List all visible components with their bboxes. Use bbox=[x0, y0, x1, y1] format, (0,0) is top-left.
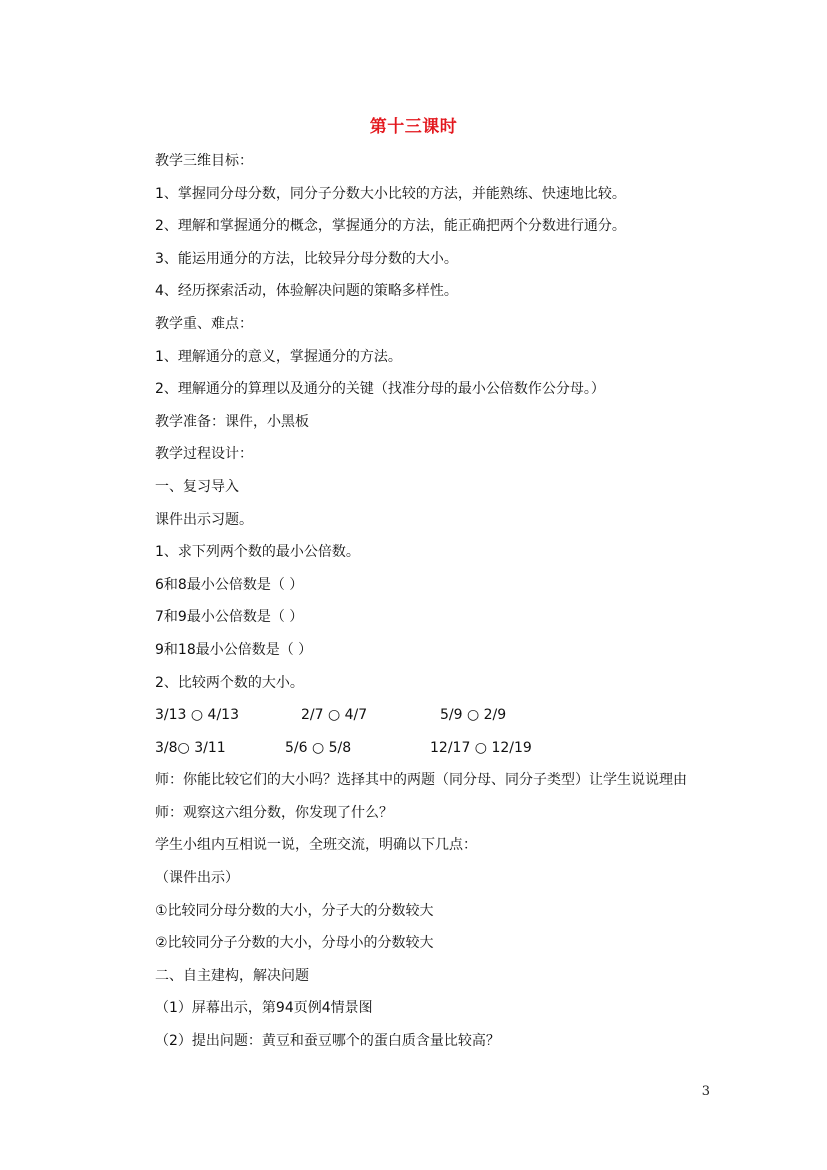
text-line: 1、掌握同分母分数，同分子分数大小比较的方法，并能熟练、快速地比较。 bbox=[155, 185, 626, 202]
page-title: 第十三课时 bbox=[369, 117, 458, 137]
text-line: 二、自主建构，解决问题 bbox=[155, 967, 309, 984]
text-line: 教学三维目标： bbox=[155, 153, 253, 169]
compare-row bbox=[155, 704, 715, 737]
text-line: ①比较同分母分数的大小，分子大的分数较大 bbox=[155, 902, 434, 919]
compare-item: 3/8○ 3/11 bbox=[155, 739, 226, 756]
text-line: 教学重、难点： bbox=[155, 315, 253, 332]
text-line: （1）屏幕出示，第94页例4情景图 bbox=[155, 1000, 373, 1017]
text-line: 6和8最小公倍数是（ ） bbox=[155, 576, 304, 593]
text-line: 4、经历探索活动，体验解决问题的策略多样性。 bbox=[155, 283, 458, 300]
text-line: 2、理解通分的算理以及通分的关键（找准分母的最小公倍数作公分母。） bbox=[155, 381, 605, 398]
page-number: 3 bbox=[701, 1084, 710, 1099]
text-line: （课件出示） bbox=[155, 870, 239, 887]
text-line: 教学准备：课件，小黑板 bbox=[155, 413, 309, 430]
compare-item: 5/9 ○ 2/9 bbox=[440, 707, 507, 724]
text-line: 1、理解通分的意义，掌握通分的方法。 bbox=[155, 348, 402, 365]
text-line: 教学过程设计： bbox=[155, 446, 253, 463]
text-line: ②比较同分子分数的大小，分母小的分数较大 bbox=[155, 935, 434, 952]
compare-item: 3/13 ○ 4/13 bbox=[155, 707, 239, 724]
compare-row bbox=[155, 737, 715, 770]
compare-item: 12/17 ○ 12/19 bbox=[430, 739, 532, 756]
compare-item: 2/7 ○ 4/7 bbox=[301, 707, 368, 724]
text-line: 2、比较两个数的大小。 bbox=[155, 674, 304, 691]
compare-item: 5/6 ○ 5/8 bbox=[285, 739, 352, 756]
text-line: 2、理解和掌握通分的概念，掌握通分的方法，能正确把两个分数进行通分。 bbox=[155, 218, 626, 235]
text-line: 学生小组内互相说一说，全班交流，明确以下几点： bbox=[155, 837, 477, 854]
text-line: 1、求下列两个数的最小公倍数。 bbox=[155, 544, 360, 561]
text-line: 一、复习导入 bbox=[155, 478, 239, 495]
text-line: 7和9最小公倍数是（ ） bbox=[155, 609, 304, 626]
text-line: （2）提出问题：黄豆和蚕豆哪个的蛋白质含量比较高？ bbox=[155, 1033, 500, 1050]
document-body bbox=[155, 150, 715, 1063]
text-line: 课件出示习题。 bbox=[155, 511, 253, 528]
text-line: 师：观察这六组分数，你发现了什么？ bbox=[155, 804, 393, 821]
text-line: 3、能运用通分的方法，比较异分母分数的大小。 bbox=[155, 250, 458, 267]
text-line: 9和18最小公倍数是（ ） bbox=[155, 641, 313, 658]
text-line: 师：你能比较它们的大小吗？选择其中的两题（同分母、同分子类型）让学生说说理由 bbox=[155, 772, 687, 789]
